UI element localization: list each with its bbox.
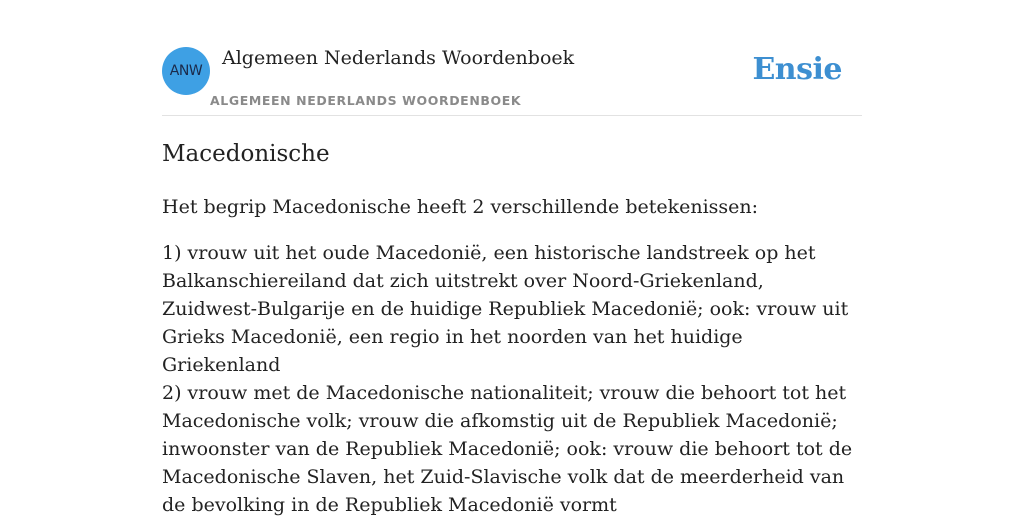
entry-headword: Macedonische xyxy=(162,141,330,167)
ensie-logo[interactable]: Ensie xyxy=(752,52,842,87)
definition-item-1: 1) vrouw uit het oude Macedonië, een historische landstreek op het Balkanschiereiland dat zich uitstrekt over Noord-Griekenland, Zuidwest-Bulgarije en de huidige Republiek Macedonië; ook: vrouw uit Grieks Macedonië, een regio in het noorden van het huidige Griekenland xyxy=(162,242,849,376)
definition-list xyxy=(162,239,862,519)
entry-intro: Het begrip Macedonische heeft 2 verschillende betekenissen: xyxy=(162,196,759,218)
definition-item-2: 2) vrouw met de Macedonische nationaliteit; vrouw die behoort tot het Macedonische volk; vrouw die afkomstig uit de Republiek Macedonië; inwoonster van de Republiek Macedonië; ook: vrouw die behoort tot de Macedonische Slaven, het Zuid-Slavische volk dat de meerderheid van de bevolking in de Republiek Macedonië vormt xyxy=(162,382,853,516)
source-title[interactable]: Algemeen Nederlands Woordenboek xyxy=(222,47,575,69)
source-subtitle: ALGEMEEN NEDERLANDS WOORDENBOEK xyxy=(210,93,522,108)
source-avatar[interactable]: ANW xyxy=(162,47,210,95)
source-header xyxy=(162,0,862,116)
page-content xyxy=(162,0,862,516)
